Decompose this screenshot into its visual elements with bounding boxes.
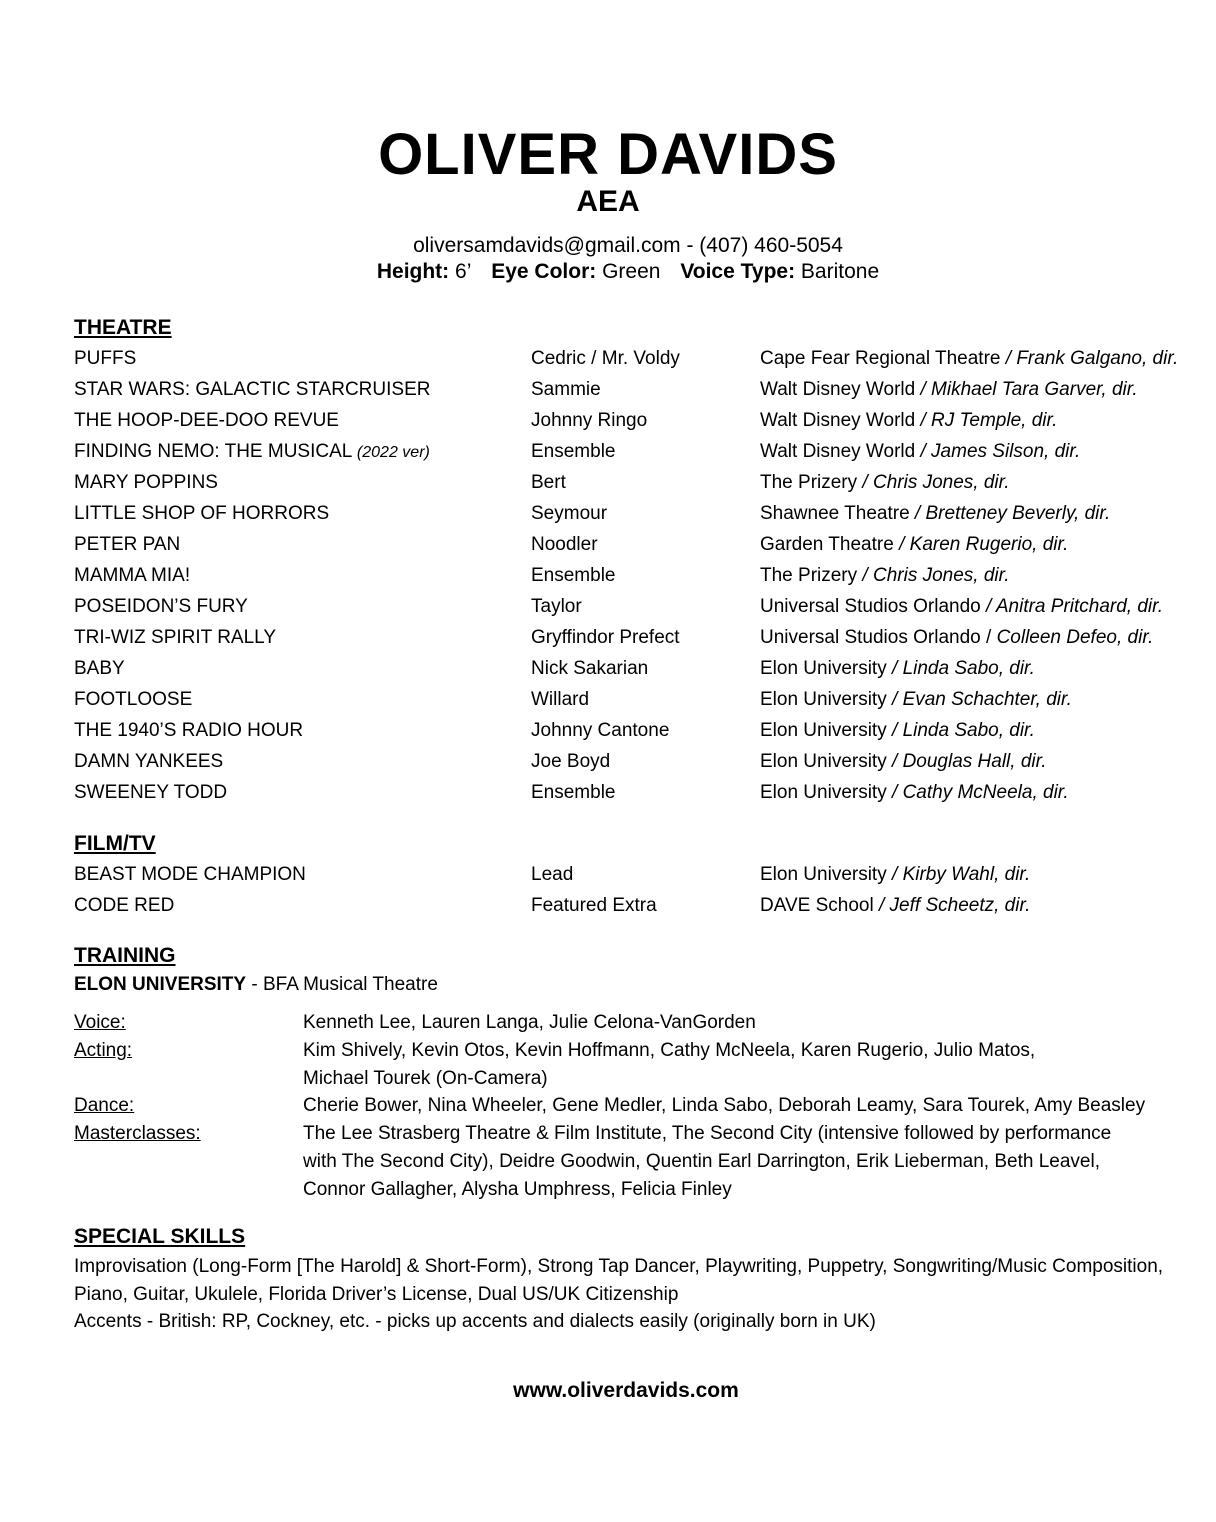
credit-separator: / — [893, 534, 910, 555]
credit-title: PUFFS — [74, 348, 137, 369]
credit-row — [0, 749, 1216, 780]
credit-title-cell — [74, 656, 125, 682]
credit-title-cell — [74, 439, 430, 466]
credit-title: MAMMA MIA! — [74, 565, 191, 586]
credit-row — [0, 656, 1216, 687]
credit-title: SWEENEY TODD — [74, 782, 228, 803]
credit-venue-cell — [760, 656, 1035, 682]
credit-row — [0, 687, 1216, 718]
credit-separator: / — [886, 782, 903, 803]
credit-row — [0, 501, 1216, 532]
credit-title-cell — [74, 501, 329, 527]
credit-row — [0, 563, 1216, 594]
credit-director: RJ Temple, dir. — [931, 410, 1058, 431]
physical-stats — [0, 259, 1216, 285]
credit-separator: / — [857, 472, 873, 493]
credit-title: TRI-WIZ SPIRIT RALLY — [74, 627, 276, 648]
credit-title-cell — [74, 377, 430, 403]
credit-title: PETER PAN — [74, 534, 181, 555]
credit-venue: Cape Fear Regional Theatre — [760, 348, 1001, 369]
credit-venue-cell — [760, 470, 1010, 496]
credit-role: Willard — [531, 689, 590, 710]
credit-role: Taylor — [531, 596, 582, 617]
credit-role: Lead — [531, 864, 574, 885]
credit-role: Johnny Cantone — [531, 720, 670, 741]
credit-venue: Elon University — [760, 751, 887, 772]
credit-separator: / — [857, 565, 873, 586]
credit-row — [0, 408, 1216, 439]
skills-line-3: Accents - British: RP, Cockney, etc. - picks up accents and dialects easily (originally born in UK) — [74, 1311, 876, 1332]
credit-separator: / — [915, 441, 932, 462]
credit-title: CODE RED — [74, 895, 175, 916]
credit-role: Nick Sakarian — [531, 658, 649, 679]
credit-row — [0, 594, 1216, 625]
contact-info: oliversamdavids@gmail.com - (407) 460-5054 — [413, 234, 843, 257]
credit-venue-cell — [760, 501, 1110, 527]
credit-separator: / — [915, 410, 932, 431]
credit-venue: Walt Disney World — [760, 379, 916, 400]
acting-training-value: Kim Shively, Kevin Otos, Kevin Hoffmann, Cathy McNeela, Karen Rugerio, Julio Matos, — [303, 1040, 1036, 1061]
credit-row — [0, 470, 1216, 501]
credit-title-cell — [74, 470, 218, 496]
credit-separator: / — [915, 379, 932, 400]
theatre-heading: THEATRE — [74, 316, 172, 339]
credit-role: Gryffindor Prefect — [531, 627, 680, 648]
masterclasses-label: Masterclasses: — [74, 1123, 201, 1144]
skills-line-2: Piano, Guitar, Ukulele, Florida Driver’s License, Dual US/UK Citizenship — [74, 1284, 679, 1305]
credit-role: Seymour — [531, 503, 608, 524]
credit-separator: / — [886, 720, 903, 741]
credit-venue-cell — [760, 439, 1080, 465]
credit-row — [0, 377, 1216, 408]
credit-title: STAR WARS: GALACTIC STARCRUISER — [74, 379, 431, 400]
credit-title-cell — [74, 594, 248, 620]
credit-role: Cedric / Mr. Voldy — [531, 348, 680, 369]
credit-title-cell — [74, 893, 174, 919]
credit-venue: Universal Studios Orlando — [760, 596, 981, 617]
credit-row — [0, 346, 1216, 377]
credit-separator: / — [980, 596, 996, 617]
film-tv-heading: FILM/TV — [74, 832, 156, 855]
credit-row — [0, 893, 1216, 924]
credit-director: Jeff Scheetz, dir. — [889, 895, 1031, 916]
credit-director: Douglas Hall, dir. — [902, 751, 1047, 772]
credit-row — [0, 439, 1216, 470]
credit-venue: Universal Studios Orlando / — [760, 627, 992, 648]
credit-separator: / — [886, 864, 903, 885]
credit-director: Anitra Pritchard, dir. — [995, 596, 1164, 617]
credit-director: Kirby Wahl, dir. — [902, 864, 1031, 885]
credit-separator: / — [886, 658, 903, 679]
degree: - BFA Musical Theatre — [246, 974, 438, 995]
height-label: Height: — [376, 260, 450, 283]
credit-venue: The Prizery — [760, 565, 858, 586]
credit-director: Chris Jones, dir. — [872, 565, 1010, 586]
credit-title-cell — [74, 408, 339, 434]
credit-venue-cell — [760, 862, 1030, 888]
credit-director: Linda Sabo, dir. — [902, 658, 1035, 679]
skills-line-1: Improvisation (Long-Form [The Harold] & Short-Form), Strong Tap Dancer, Playwriting, Puppetry, Songwriting/Music Composition, — [74, 1256, 1164, 1277]
school-name: ELON UNIVERSITY — [74, 974, 247, 995]
credit-role: Featured Extra — [531, 895, 657, 916]
credit-title: DAMN YANKEES — [74, 751, 224, 772]
credit-venue-cell — [760, 749, 1047, 775]
credit-venue: Shawnee Theatre — [760, 503, 910, 524]
credit-venue-cell — [760, 718, 1035, 744]
actor-name: OLIVER DAVIDS — [378, 122, 838, 187]
credit-venue-cell — [760, 408, 1057, 434]
credit-title: BEAST MODE CHAMPION — [74, 864, 306, 885]
credit-title: POSEIDON’S FURY — [74, 596, 248, 617]
credit-title-cell — [74, 718, 303, 744]
dance-training-value: Cherie Bower, Nina Wheeler, Gene Medler, Linda Sabo, Deborah Leamy, Sara Tourek, Amy Beasley — [303, 1095, 1146, 1116]
union-affiliation: AEA — [576, 185, 640, 218]
website-link[interactable]: www.oliverdavids.com — [513, 1379, 739, 1402]
credit-title: FOOTLOOSE — [74, 689, 193, 710]
credit-title: FINDING NEMO: THE MUSICAL — [74, 441, 352, 462]
eye-color-value: Green — [602, 260, 661, 283]
credit-title-cell — [74, 780, 227, 806]
credit-venue: Elon University — [760, 782, 887, 803]
acting-training-label: Acting: — [74, 1040, 133, 1061]
credit-title-cell — [74, 563, 190, 589]
special-skills-heading: SPECIAL SKILLS — [74, 1225, 246, 1248]
credit-venue-cell — [760, 625, 1153, 651]
masterclasses-value-cont: with The Second City), Deidre Goodwin, Quentin Earl Darrington, Erik Lieberman, Beth Leavel, — [303, 1151, 1100, 1172]
voice-training-value: Kenneth Lee, Lauren Langa, Julie Celona-VanGorden — [303, 1012, 756, 1033]
credit-venue-cell — [760, 893, 1030, 919]
credit-director: Frank Galgano, dir. — [1016, 348, 1179, 369]
credit-role: Ensemble — [531, 441, 616, 462]
credit-venue: Elon University — [760, 720, 887, 741]
credit-role: Ensemble — [531, 782, 616, 803]
eye-color-label: Eye Color: — [491, 260, 597, 283]
credit-separator: / — [1000, 348, 1017, 369]
credit-role: Noodler — [531, 534, 598, 555]
credit-title: MARY POPPINS — [74, 472, 218, 493]
acting-training-value-cont: Michael Tourek (On-Camera) — [303, 1068, 548, 1089]
credit-venue: Elon University — [760, 689, 887, 710]
credit-title: THE HOOP-DEE-DOO REVUE — [74, 410, 339, 431]
credit-director: James Silson, dir. — [931, 441, 1081, 462]
credit-director: Chris Jones, dir. — [872, 472, 1010, 493]
credit-title-cell — [74, 749, 223, 775]
credit-venue: Walt Disney World — [760, 441, 916, 462]
credit-title-cell — [74, 346, 136, 372]
credit-role: Johnny Ringo — [531, 410, 648, 431]
credit-director: Karen Rugerio, dir. — [909, 534, 1069, 555]
credit-separator: / — [873, 895, 890, 916]
credit-venue: Walt Disney World — [760, 410, 916, 431]
masterclasses-value: The Lee Strasberg Theatre & Film Institute, The Second City (intensive followed by performance — [303, 1123, 1112, 1144]
credit-venue: Elon University — [760, 658, 887, 679]
training-heading: TRAINING — [74, 944, 176, 967]
credit-note: (2022 ver) — [356, 444, 430, 461]
credit-role: Joe Boyd — [531, 751, 611, 772]
credit-director: Linda Sabo, dir. — [902, 720, 1035, 741]
credit-venue: Elon University — [760, 864, 887, 885]
credit-title-cell — [74, 625, 276, 651]
credit-director: Cathy McNeela, dir. — [902, 782, 1069, 803]
credit-venue: Garden Theatre — [760, 534, 894, 555]
credit-row — [0, 862, 1216, 893]
credit-venue-cell — [760, 346, 1178, 372]
voice-type-label: Voice Type: — [680, 260, 796, 283]
credit-row — [0, 780, 1216, 811]
credit-director: Mikhael Tara Garver, dir. — [931, 379, 1138, 400]
credit-venue-cell — [760, 687, 1072, 713]
credit-row — [0, 532, 1216, 563]
credit-title-cell — [74, 862, 306, 888]
credit-separator: / — [909, 503, 926, 524]
credit-venue: DAVE School — [760, 895, 874, 916]
dance-training-label: Dance: — [74, 1095, 135, 1116]
training-school — [74, 972, 438, 998]
height-value: 6’ — [455, 260, 472, 283]
credit-title-cell — [74, 532, 180, 558]
credit-director: Evan Schachter, dir. — [902, 689, 1072, 710]
credit-director: Bretteney Beverly, dir. — [925, 503, 1111, 524]
voice-training-label: Voice: — [74, 1012, 126, 1033]
credit-title: THE 1940’S RADIO HOUR — [74, 720, 304, 741]
credit-role: Bert — [531, 472, 566, 493]
credit-venue-cell — [760, 594, 1163, 620]
credit-venue: The Prizery — [760, 472, 858, 493]
credit-row — [0, 718, 1216, 749]
credit-row — [0, 625, 1216, 656]
credit-venue-cell — [760, 532, 1068, 558]
credit-title: BABY — [74, 658, 125, 679]
credit-separator: / — [886, 689, 903, 710]
credit-title-cell — [74, 687, 192, 713]
masterclasses-value-cont2: Connor Gallagher, Alysha Umphress, Felicia Finley — [303, 1179, 732, 1200]
credit-venue-cell — [760, 780, 1069, 806]
credit-role: Sammie — [531, 379, 601, 400]
credit-separator: / — [886, 751, 903, 772]
credit-venue-cell — [760, 563, 1010, 589]
credit-role: Ensemble — [531, 565, 616, 586]
voice-type-value: Baritone — [800, 260, 880, 283]
credit-director: Colleen Defeo, dir. — [996, 627, 1154, 648]
credit-venue-cell — [760, 377, 1138, 403]
credit-title: LITTLE SHOP OF HORRORS — [74, 503, 330, 524]
